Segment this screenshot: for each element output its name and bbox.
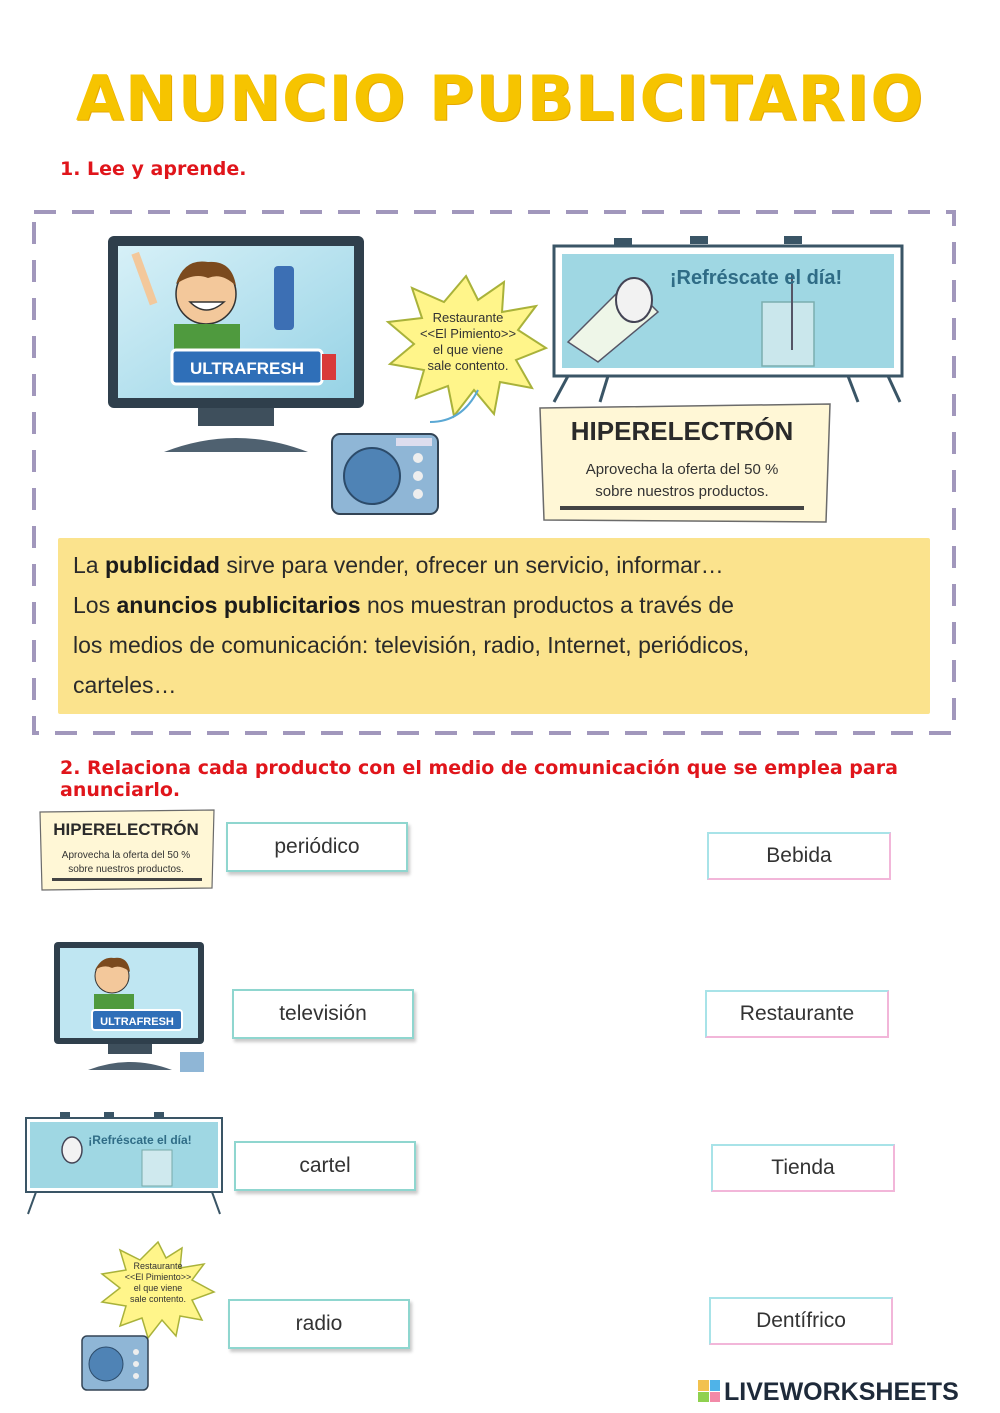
svg-text:el que viene: el que viene: [133, 1283, 183, 1293]
svg-text:Aprovecha la oferta del 50 %: Aprovecha la oferta del 50 %: [61, 850, 191, 861]
svg-text:ULTRAFRESH: ULTRAFRESH: [100, 1016, 174, 1028]
info-box: [58, 538, 930, 714]
speech-line-2: <<El Pimiento>>: [419, 326, 517, 341]
newspaper-line-1: Aprovecha la oferta del 50 %: [585, 461, 779, 478]
restaurant-speech-burst: [382, 272, 550, 424]
billboard-thumbnail: [24, 1110, 224, 1216]
liveworksheets-logo-icon: [698, 1380, 720, 1402]
page-title: ANUNCIO PUBLICITARIO: [75, 62, 925, 135]
answer-box-bebida[interactable]: Bebida: [707, 832, 891, 880]
info-line-3: los medios de comunicación: televisión, radio, Internet, periódicos,: [73, 632, 750, 658]
radio-illustration: [326, 420, 444, 520]
svg-text:HIPERELECTRÓN: HIPERELECTRÓN: [53, 820, 199, 839]
answer-box-restaurante[interactable]: Restaurante: [705, 990, 889, 1038]
info-line-1: La publicidad sirve para vender, ofrecer un servicio, informar…: [73, 552, 724, 578]
instruction-step-1: 1. Lee y aprende.: [60, 158, 247, 180]
answer-box-tienda[interactable]: Tienda: [711, 1144, 895, 1192]
radio-thumbnail: [78, 1240, 218, 1394]
tv-brand-text: ULTRAFRESH: [190, 359, 304, 378]
tv-thumbnail: [52, 940, 208, 1072]
keyword-anuncios: anuncios publicitarios: [116, 592, 361, 618]
newspaper-line-2: sobre nuestros productos.: [595, 483, 769, 500]
info-line-4: carteles…: [73, 672, 177, 698]
media-label-television[interactable]: televisión: [232, 989, 414, 1039]
svg-text:¡Refréscate el día!: ¡Refréscate el día!: [88, 1133, 192, 1147]
instruction-step-2: 2. Relaciona cada producto con el medio de comunicación que se emplea para anunciarlo.: [60, 757, 898, 801]
newspaper-thumbnail: [38, 808, 216, 892]
svg-text:<<El Pimiento>>: <<El Pimiento>>: [124, 1272, 192, 1282]
newspaper-title: HIPERELECTRÓN: [570, 416, 794, 446]
media-label-cartel[interactable]: cartel: [234, 1141, 416, 1191]
info-line-2: Los anuncios publicitarios nos muestran productos a través de: [73, 592, 734, 618]
speech-line-1: Restaurante: [432, 310, 504, 325]
media-label-radio[interactable]: radio: [228, 1299, 410, 1349]
answer-box-dentifrico[interactable]: Dentífrico: [709, 1297, 893, 1345]
keyword-publicidad: publicidad: [104, 552, 220, 578]
newspaper-illustration: [536, 402, 836, 526]
svg-text:sobre nuestros productos.: sobre nuestros productos.: [68, 864, 184, 875]
speech-line-3: el que viene: [432, 342, 504, 357]
billboard-slogan: ¡Refréscate el día!: [669, 267, 843, 289]
svg-text:Restaurante: Restaurante: [133, 1261, 183, 1271]
liveworksheets-brand: LIVEWORKSHEETS: [724, 1378, 959, 1406]
billboard-illustration: [548, 232, 910, 406]
svg-text:sale contento.: sale contento.: [129, 1294, 187, 1304]
media-label-periodico[interactable]: periódico: [226, 822, 408, 872]
speech-line-4: sale contento.: [427, 358, 509, 373]
